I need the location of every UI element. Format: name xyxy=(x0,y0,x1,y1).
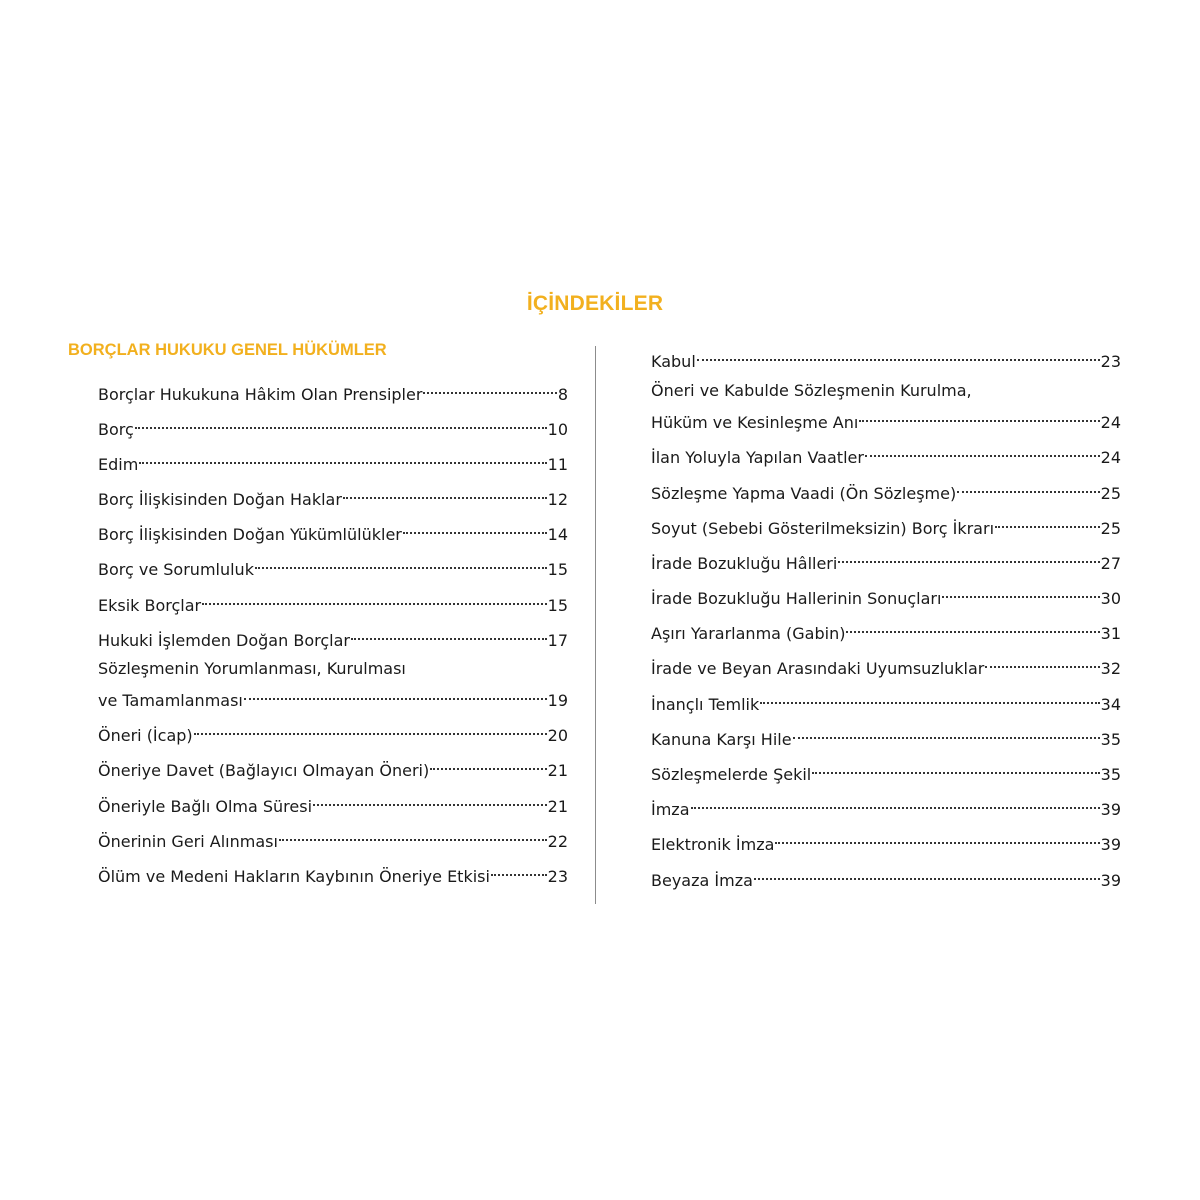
dot-leader xyxy=(430,751,546,776)
toc-entry-page: 14 xyxy=(547,525,568,544)
toc-entry[interactable] xyxy=(651,790,1121,822)
toc-entry[interactable] xyxy=(98,822,568,854)
toc-entry-label: İrade ve Beyan Arasındaki Uyumsuzluklar xyxy=(651,659,985,678)
toc-entry-page: 8 xyxy=(557,385,568,404)
toc-entry-page: 10 xyxy=(547,420,568,439)
dot-leader xyxy=(135,410,547,435)
dot-leader xyxy=(313,787,547,812)
dot-leader xyxy=(202,586,547,611)
toc-entry[interactable] xyxy=(98,375,568,407)
dot-leader xyxy=(859,403,1099,428)
toc-entry[interactable] xyxy=(98,857,568,889)
toc-entry[interactable] xyxy=(651,579,1121,611)
dot-leader xyxy=(985,649,1099,674)
toc-entry-label: İmza xyxy=(651,800,690,819)
dot-leader xyxy=(343,480,547,505)
toc-entry[interactable] xyxy=(651,685,1121,717)
toc-entry-page: 39 xyxy=(1100,835,1121,854)
dot-leader xyxy=(846,614,1099,639)
toc-entry[interactable] xyxy=(98,550,568,582)
toc-entry-label: ve Tamamlanması xyxy=(98,691,243,710)
toc-entry-page: 12 xyxy=(547,490,568,509)
toc-entry-page: 20 xyxy=(547,726,568,745)
toc-entry[interactable] xyxy=(98,656,568,713)
toc-entry[interactable] xyxy=(98,787,568,819)
toc-entry[interactable] xyxy=(651,342,1121,374)
dot-leader xyxy=(793,720,1100,745)
toc-entry-label: Kabul xyxy=(651,352,696,371)
toc-entry[interactable] xyxy=(651,755,1121,787)
page-title: İÇİNDEKİLER xyxy=(526,292,664,315)
toc-entry-label: Borçlar Hukukuna Hâkim Olan Prensipler xyxy=(98,385,423,404)
toc-entry[interactable] xyxy=(98,445,568,477)
toc-entry-label: Önerinin Geri Alınması xyxy=(98,832,278,851)
toc-entry-label: Sözleşmelerde Şekil xyxy=(651,765,812,784)
dot-leader xyxy=(775,825,1099,850)
toc-entry[interactable] xyxy=(98,410,568,442)
column-divider xyxy=(595,346,596,904)
section-heading: BORÇLAR HUKUKU GENEL HÜKÜMLER xyxy=(68,341,387,359)
dot-leader xyxy=(865,438,1100,463)
toc-entry-label: Öneriye Davet (Bağlayıcı Olmayan Öneri) xyxy=(98,761,430,780)
toc-entry-page: 23 xyxy=(547,867,568,886)
toc-entry[interactable] xyxy=(651,614,1121,646)
toc-entry-page: 27 xyxy=(1100,554,1121,573)
toc-entry-page: 25 xyxy=(1100,484,1121,503)
toc-entry-page: 21 xyxy=(547,797,568,816)
toc-entry[interactable] xyxy=(98,480,568,512)
dot-leader xyxy=(942,579,1099,604)
dot-leader xyxy=(697,342,1100,367)
toc-entry-label: Borç İlişkisinden Doğan Haklar xyxy=(98,490,342,509)
dot-leader xyxy=(255,550,547,575)
toc-entry[interactable] xyxy=(651,438,1121,470)
toc-entry[interactable] xyxy=(98,586,568,618)
toc-entry-label: Sözleşme Yapma Vaadi (Ön Sözleşme) xyxy=(651,484,957,503)
toc-entry-label: Ölüm ve Medeni Hakların Kaybının Öneriye Etkisi xyxy=(98,867,490,886)
toc-entry-page: 34 xyxy=(1100,695,1121,714)
toc-entry-label: Elektronik İmza xyxy=(651,835,775,854)
dot-leader xyxy=(838,544,1099,569)
toc-entry-label: Soyut (Sebebi Gösterilmeksizin) Borç İkrarı xyxy=(651,519,995,538)
toc-entry-page: 23 xyxy=(1100,352,1121,371)
dot-leader xyxy=(279,822,547,847)
toc-entry[interactable] xyxy=(651,474,1121,506)
toc-entry-page: 25 xyxy=(1100,519,1121,538)
toc-entry[interactable] xyxy=(98,716,568,748)
toc-entry-page: 19 xyxy=(547,691,568,710)
dot-leader xyxy=(491,857,547,882)
dot-leader xyxy=(995,509,1100,534)
dot-leader xyxy=(760,685,1099,710)
dot-leader xyxy=(403,515,547,540)
toc-entry-page: 35 xyxy=(1100,765,1121,784)
dot-leader xyxy=(691,790,1100,815)
toc-entry-label: Aşırı Yararlanma (Gabin) xyxy=(651,624,846,643)
toc-entry[interactable] xyxy=(98,621,568,653)
toc-entry-label: Hüküm ve Kesinleşme Anı xyxy=(651,413,859,432)
toc-entry-label: İlan Yoluyla Yapılan Vaatler xyxy=(651,448,864,467)
toc-entry-label-line1: Öneri ve Kabulde Sözleşmenin Kurulma, xyxy=(651,381,972,400)
dot-leader xyxy=(957,474,1099,499)
toc-entry-page: 39 xyxy=(1100,800,1121,819)
toc-entry[interactable] xyxy=(651,378,1121,435)
toc-entry-page: 15 xyxy=(547,560,568,579)
toc-entry-label: Eksik Borçlar xyxy=(98,596,202,615)
dot-leader xyxy=(194,716,547,741)
toc-entry[interactable] xyxy=(651,861,1121,893)
toc-entry-label: Öneri (İcap) xyxy=(98,726,193,745)
toc-entry-page: 11 xyxy=(547,455,568,474)
toc-entry-label: Beyaza İmza xyxy=(651,871,753,890)
toc-entry-page: 32 xyxy=(1100,659,1121,678)
toc-entry[interactable] xyxy=(651,544,1121,576)
toc-entry-page: 39 xyxy=(1100,871,1121,890)
toc-entry-label: Borç ve Sorumluluk xyxy=(98,560,254,579)
toc-entry-label-line1: Sözleşmenin Yorumlanması, Kurulması xyxy=(98,659,406,678)
dot-leader xyxy=(139,445,546,470)
toc-entry-page: 17 xyxy=(547,631,568,650)
toc-entry[interactable] xyxy=(651,509,1121,541)
toc-entry-page: 15 xyxy=(547,596,568,615)
toc-entry-label: İnançlı Temlik xyxy=(651,695,760,714)
toc-entry-label: İrade Bozukluğu Hâlleri xyxy=(651,554,838,573)
dot-leader xyxy=(351,621,547,646)
toc-entry-label: Kanuna Karşı Hile xyxy=(651,730,792,749)
toc-entry-label: Borç xyxy=(98,420,134,439)
toc-entry-page: 35 xyxy=(1100,730,1121,749)
toc-entry-label: Hukuki İşlemden Doğan Borçlar xyxy=(98,631,350,650)
dot-leader xyxy=(423,375,556,400)
toc-entry[interactable] xyxy=(98,515,568,547)
toc-entry-label: İrade Bozukluğu Hallerinin Sonuçları xyxy=(651,589,942,608)
dot-leader xyxy=(754,861,1100,886)
toc-entry-page: 22 xyxy=(547,832,568,851)
toc-entry-page: 21 xyxy=(547,761,568,780)
toc-entry[interactable] xyxy=(98,751,568,783)
toc-entry-page: 24 xyxy=(1100,448,1121,467)
toc-entry-label: Borç İlişkisinden Doğan Yükümlülükler xyxy=(98,525,402,544)
toc-entry-page: 24 xyxy=(1100,413,1121,432)
toc-entry-page: 30 xyxy=(1100,589,1121,608)
dot-leader xyxy=(244,681,547,706)
toc-entry-label: Edim xyxy=(98,455,139,474)
toc-entry-page: 31 xyxy=(1100,624,1121,643)
toc-entry[interactable] xyxy=(651,825,1121,857)
dot-leader xyxy=(812,755,1099,780)
toc-entry[interactable] xyxy=(651,720,1121,752)
toc-entry-label: Öneriyle Bağlı Olma Süresi xyxy=(98,797,313,816)
toc-entry[interactable] xyxy=(651,649,1121,681)
